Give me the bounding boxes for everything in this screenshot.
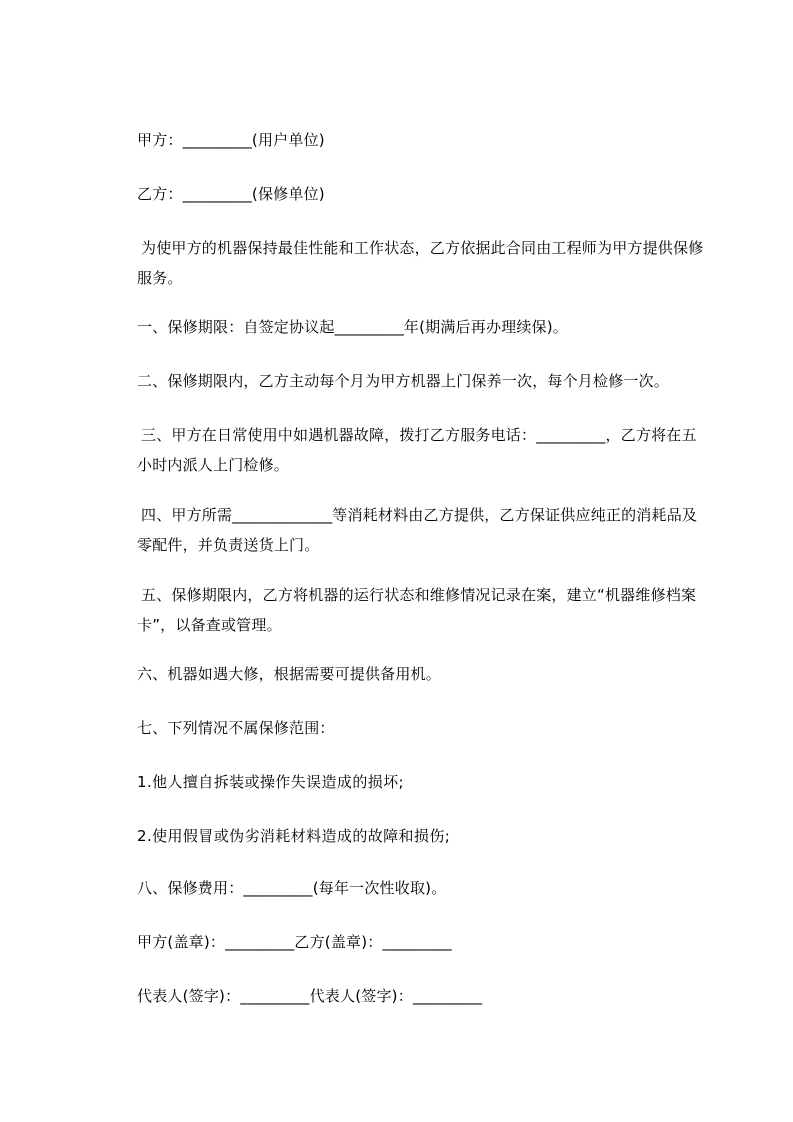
clause-4: 四、甲方所需_____________等消耗材料由乙方提供，乙方保证供应纯正的消耗品及零配件，并负责送货上门。 [137, 506, 698, 554]
seal-line: 甲方(盖章)：_________乙方(盖章)：_________ [137, 933, 452, 951]
clause-7-item-2: 2.使用假冒或伪劣消耗材料造成的故障和损伤; [137, 827, 451, 845]
clause-7: 七、下列情况不属保修范围： [137, 719, 335, 737]
party-a-line: 甲方：_________(用户单位) [137, 131, 325, 149]
intro-paragraph: 为使甲方的机器保持最佳性能和工作状态，乙方依据此合同由工程师为甲方提供保修服务。 [137, 239, 704, 287]
clause-2: 二、保修期限内，乙方主动每个月为甲方机器上门保养一次，每个月检修一次。 [137, 372, 670, 390]
clause-7-item-1: 1.他人擅自拆装或操作失误造成的损坏; [137, 773, 404, 791]
clause-1: 一、保修期限：自签定协议起_________年(期满后再办理续保)。 [137, 318, 569, 336]
clause-6: 六、机器如遇大修，根据需要可提供备用机。 [137, 665, 442, 683]
clause-5: 五、保修期限内，乙方将机器的运行状态和维修情况记录在案，建立“机器维修档案卡”，以备查或管理。 [137, 586, 697, 634]
party-b-line: 乙方：_________(保修单位) [137, 185, 325, 203]
clause-8: 八、保修费用：_________(每年一次性收取)。 [137, 879, 447, 897]
representative-line: 代表人(签字)：_________代表人(签字)：_________ [137, 987, 483, 1005]
clause-3: 三、甲方在日常使用中如遇机器故障，拨打乙方服务电话：_________，乙方将在五小时内派人上门检修。 [137, 426, 697, 474]
